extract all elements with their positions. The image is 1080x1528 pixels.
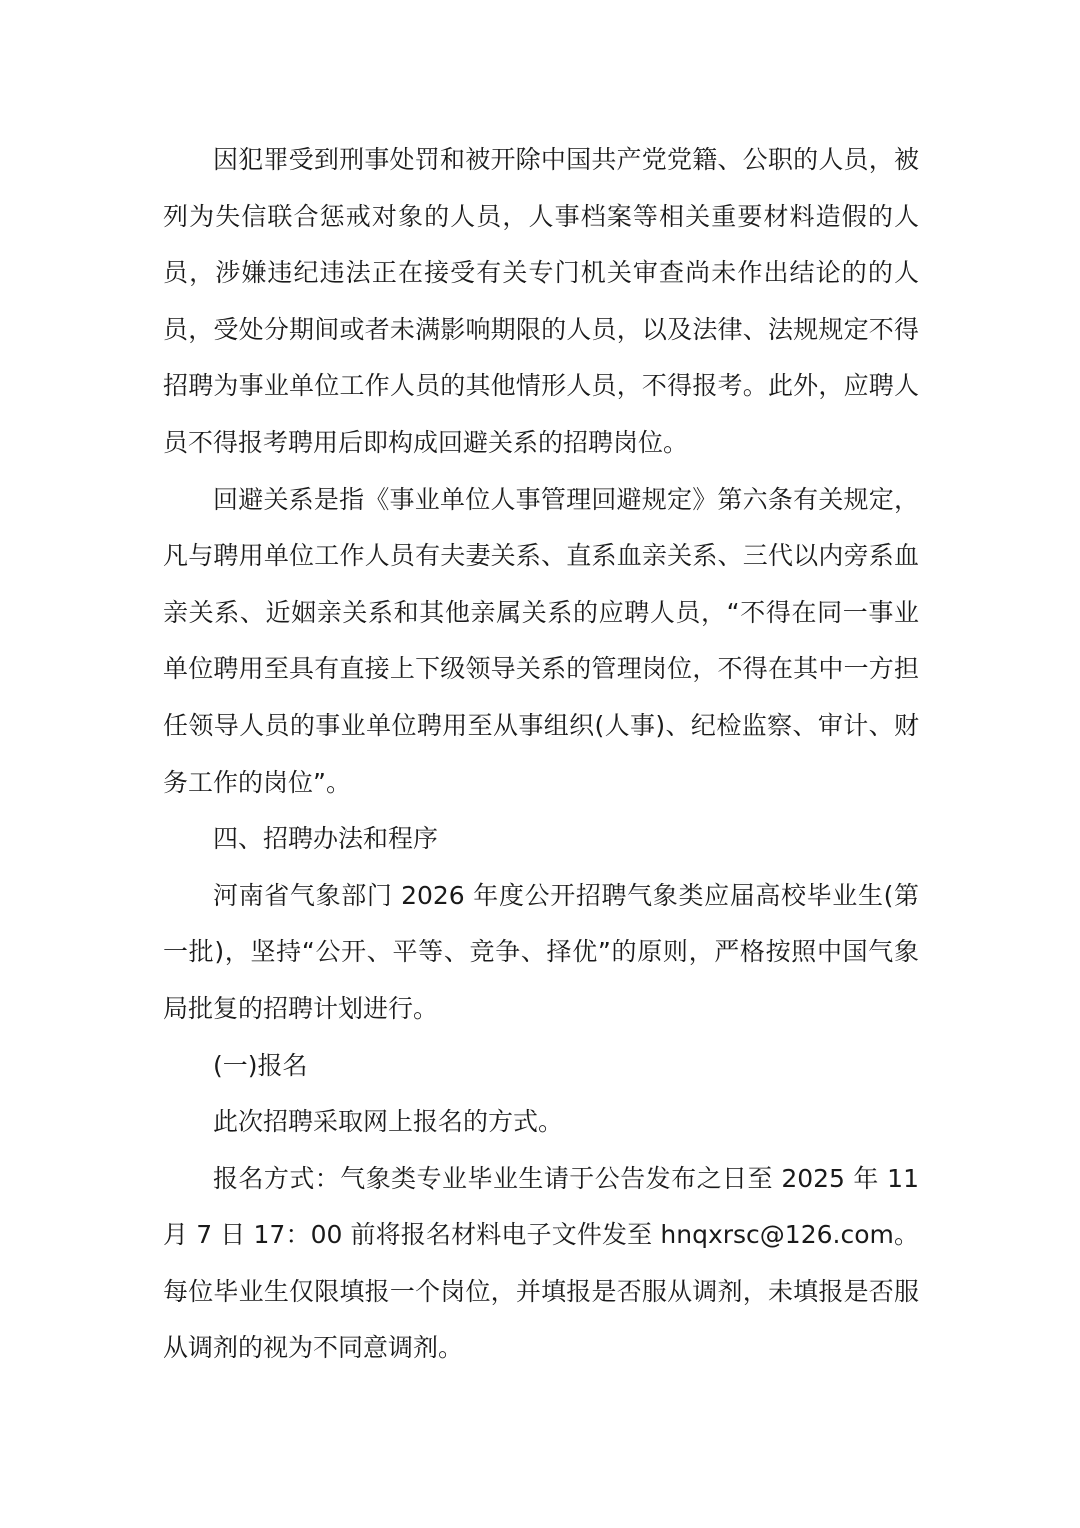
paragraph-registration-online: 此次招聘采取网上报名的方式。: [213, 1107, 564, 1137]
paragraph-avoidance-relationship: 回避关系是指《事业单位人事管理回避规定》第六条有关规定，凡与聘用单位工作人员有夫妻关系、直系血亲关系、三代以内旁系血亲关系、近姻亲关系和其他亲属关系的应聘人员，“不得在同一事业单位聘用至具有直接上下级领导关系的管理岗位，不得在其中一方担任领导人员的事业单位聘用至从事组织(人事)、纪检监察、审计、财务工作的岗位”。: [163, 484, 919, 797]
subsection-heading-registration: (一)报名: [213, 1050, 308, 1080]
paragraph-registration-method: 报名方式：气象类专业毕业生请于公告发布之日至 2025 年 11 月 7 日 17：00 前将报名材料电子文件发至 hnqxrsc@126.com。每位毕业生仅限填报一个岗位，并填报是否服从调剂，未填报是否服从调剂的视为不同意调剂。: [163, 1163, 919, 1363]
section-heading-recruitment-method: 四、招聘办法和程序: [213, 824, 439, 854]
document-body: [163, 132, 919, 1377]
paragraph-disqualifications: 因犯罪受到刑事处罚和被开除中国共产党党籍、公职的人员，被列为失信联合惩戒对象的人员，人事档案等相关重要材料造假的人员，涉嫌违纪违法正在接受有关专门机关审查尚未作出结论的的人员，受处分期间或者未满影响期限的人员，以及法律、法规规定不得招聘为事业单位工作人员的其他情形人员，不得报考。此外，应聘人员不得报考聘用后即构成回避关系的招聘岗位。: [163, 145, 919, 457]
paragraph-recruitment-principle: 河南省气象部门 2026 年度公开招聘气象类应届高校毕业生(第一批)，坚持“公开、平等、竞争、择优”的原则，严格按照中国气象局批复的招聘计划进行。: [163, 880, 919, 1023]
